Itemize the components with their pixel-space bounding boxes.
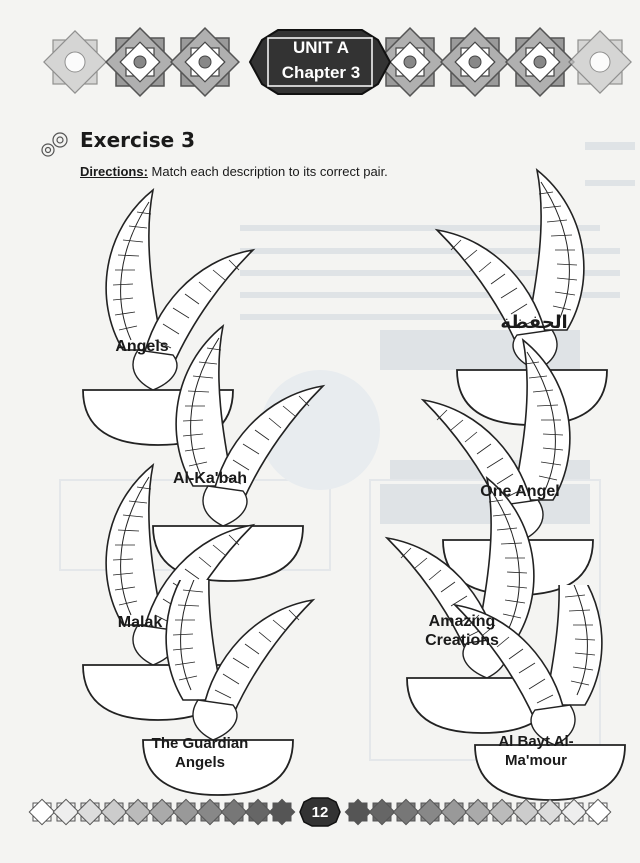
unit-label: UNIT A bbox=[292, 38, 350, 57]
right-item-3: Amazing Creations bbox=[425, 613, 499, 649]
directions-label: Directions: bbox=[80, 164, 148, 179]
page-number: 12 bbox=[311, 804, 329, 821]
right-item-4: Al Bayt Al-Ma'mour bbox=[498, 733, 574, 769]
left-item-3: Malak bbox=[117, 614, 163, 631]
right-item-1: الحفظة bbox=[500, 312, 568, 333]
directions-text: Match each description to its correct pair. bbox=[147, 164, 388, 179]
unit-chapter-plaque bbox=[262, 34, 380, 90]
left-item-2: Al-Ka'bah bbox=[172, 470, 248, 487]
left-item-4: The Guardian Angels bbox=[151, 735, 249, 771]
exercise-title: Exercise 3 bbox=[80, 128, 196, 152]
gear-ornament-icon bbox=[36, 128, 76, 160]
right-item-2: One Angel bbox=[480, 483, 560, 500]
left-item-1: Angels bbox=[115, 338, 169, 355]
directions bbox=[80, 164, 388, 179]
chapter-label: Chapter 3 bbox=[281, 63, 361, 82]
